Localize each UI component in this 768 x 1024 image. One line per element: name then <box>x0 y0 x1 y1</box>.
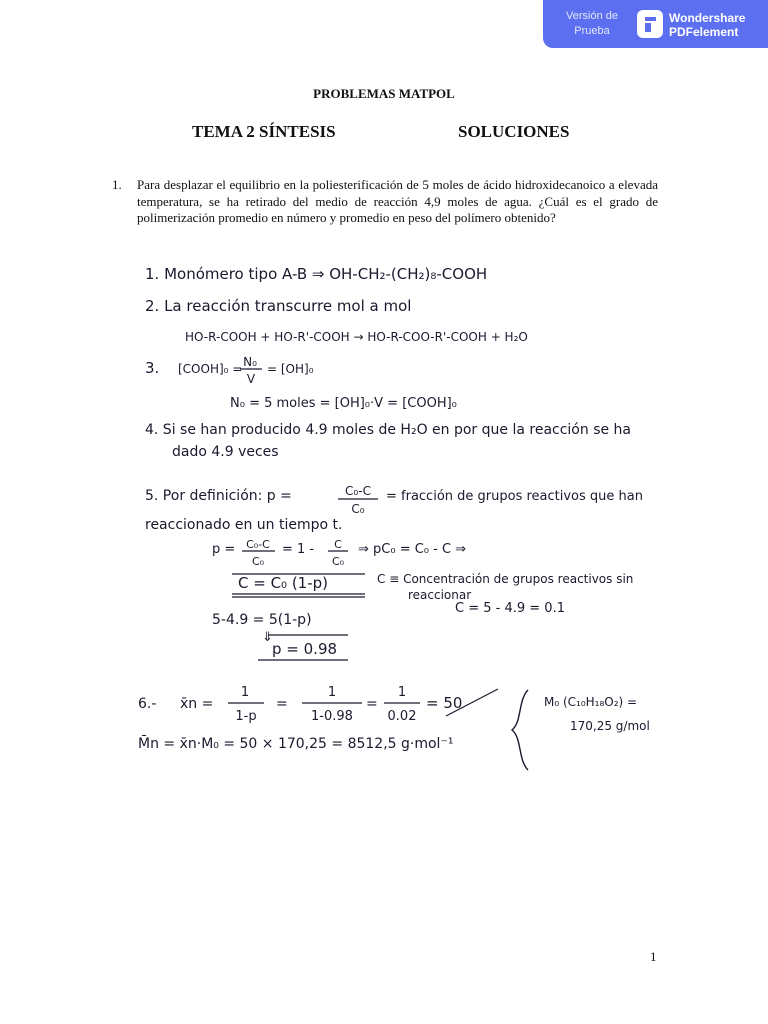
step-5-intro: 5. Por definición: p = <box>145 488 292 504</box>
step-2: 2. La reacción transcurre mol a mol <box>145 297 412 315</box>
step-5-definition: = fracción de grupos reactivos que han <box>386 489 643 504</box>
step-5-eq1-denominator: C₀ <box>251 555 265 568</box>
document-heading: PROBLEMAS MATPOL <box>313 86 455 101</box>
step-3-denominator: V <box>246 372 256 386</box>
step-5-eq2: C = C₀ (1-p) <box>238 574 329 592</box>
step-6-result: = 50 <box>426 694 463 712</box>
implies-arrow: ⇓ <box>262 630 273 645</box>
step-5-eq1-right: ⇒ pC₀ = C₀ - C ⇒ <box>358 542 467 557</box>
step-1: 1. Monómero tipo A-B ⇒ OH-CH₂-(CH₂)₈-COOH <box>145 265 488 283</box>
question-number: 1. <box>112 177 122 192</box>
step-5-eq3: 5-4.9 = 5(1-p) <box>212 612 312 628</box>
step-6-side-2: 170,25 g/mol <box>570 719 650 733</box>
step-3-numerator: N₀ <box>243 355 257 369</box>
topic-title: TEMA 2 SÍNTESIS <box>192 122 336 141</box>
step-2-equation: HO-R-COOH + HO-R'-COOH → HO-R-COO-R'-COOH + H₂O <box>185 330 528 344</box>
step-5-numerator: C₀-C <box>345 484 371 498</box>
step-3-eq2: N₀ = 5 moles = [OH]₀·V = [COOH]₀ <box>230 396 457 411</box>
step-6-den-3: 0.02 <box>387 709 417 724</box>
step-6-one-2: 1 <box>327 685 337 700</box>
step-6-mn: M̄n = x̄n·M₀ = 50 × 170,25 = 8512,5 g·mol⁻¹ <box>138 736 454 752</box>
step-6-brace <box>512 690 528 770</box>
step-6-den-2: 1-0.98 <box>311 709 353 724</box>
step-5-eq1-mid: = 1 - <box>282 542 315 557</box>
step-5-line-2: reaccionado en un tiempo t. <box>145 517 343 533</box>
question-text: Para desplazar el equilibrio en la poliesterificación de 5 moles de ácido hidroxidecanoico a elevada temperatura, se ha retirado del medio de reacción 4,9 moles de agua. ¿Cuál es el grado de polimerización promedio en número y promedio en peso del polímero obtenido? <box>137 177 658 225</box>
trial-label: Versión de Prueba <box>566 10 618 37</box>
step-4-line-1: 4. Si se han producido 4.9 moles de H₂O en por que la reacción se ha <box>145 422 632 438</box>
step-5-result: p = 0.98 <box>272 640 338 658</box>
step-5-eq1-numerator-2: C <box>334 538 342 551</box>
step-6-label: 6.- <box>138 696 157 712</box>
step-5-eq1-denominator-2: C₀ <box>331 555 345 568</box>
step-5-eq1-numerator: C₀-C <box>246 538 270 551</box>
brand-line-1: Wondershare <box>669 11 746 25</box>
step-3-eq1-right: = [OH]₀ <box>267 362 314 376</box>
brand-line-2: PDFelement <box>669 25 739 39</box>
step-6-one-1: 1 <box>240 685 250 700</box>
step-6-den-1: 1-p <box>235 709 257 724</box>
page-number: 1 <box>650 949 657 964</box>
step-5-denominator: C₀ <box>351 502 365 516</box>
step-6-eq-2: = <box>366 696 378 712</box>
step-4-line-2: dado 4.9 veces <box>172 444 279 460</box>
step-3-eq1-left: [COOH]₀ = <box>178 362 243 376</box>
step-5-note-1: C ≡ Concentración de grupos reactivos sin <box>377 572 634 586</box>
step-5-eq1-left: p = <box>212 542 236 557</box>
solutions-title: SOLUCIONES <box>458 122 570 141</box>
step-6-eq-1: = <box>276 696 288 712</box>
step-5-eq4: C = 5 - 4.9 = 0.1 <box>455 601 565 616</box>
step-6-one-3: 1 <box>397 685 407 700</box>
step-6-xn: x̄n = <box>180 696 214 712</box>
step-5-note-2: reaccionar <box>408 588 472 602</box>
step-3-label: 3. <box>145 359 160 377</box>
step-6-side-1: M₀ (C₁₀H₁₈O₂) = <box>544 695 638 709</box>
